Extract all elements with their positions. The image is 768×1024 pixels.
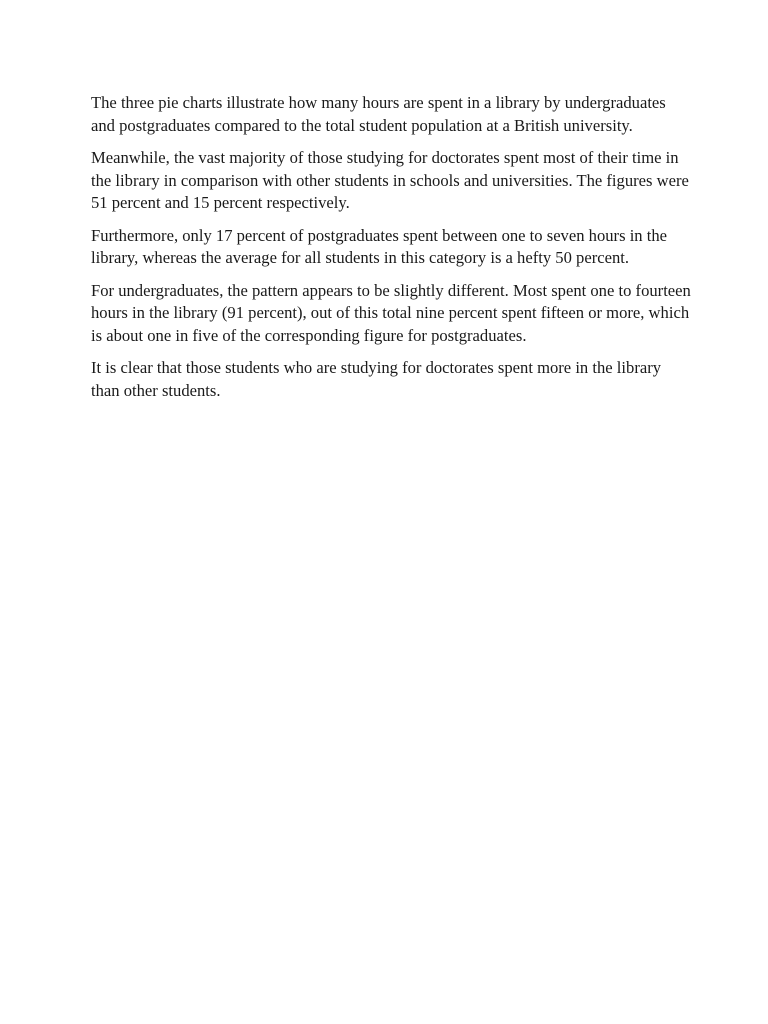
paragraph-conclusion: It is clear that those students who are studying for doctorates spent more in the library than other students. <box>91 358 662 400</box>
document-body <box>91 92 691 412</box>
paragraph-doctorates: Meanwhile, the vast majority of those studying for doctorates spent most of their time in the library in comparison with other students in schools and universities. The figures were 51 percent and 15 percent respectively. <box>91 148 689 212</box>
paragraph-intro: The three pie charts illustrate how many hours are spent in a library by undergraduates and postgraduates compared to the total student population at a British university. <box>91 93 666 135</box>
paragraph-postgraduates: Furthermore, only 17 percent of postgraduates spent between one to seven hours in the library, whereas the average for all students in this category is a hefty 50 percent. <box>91 225 668 267</box>
paragraph-undergraduates: For undergraduates, the pattern appears to be slightly different. Most spent one to fourteen hours in the library (91 percent), out of this total nine percent spent fifteen or more, which is about one in five of the corresponding figure for postgraduates. <box>91 280 691 345</box>
